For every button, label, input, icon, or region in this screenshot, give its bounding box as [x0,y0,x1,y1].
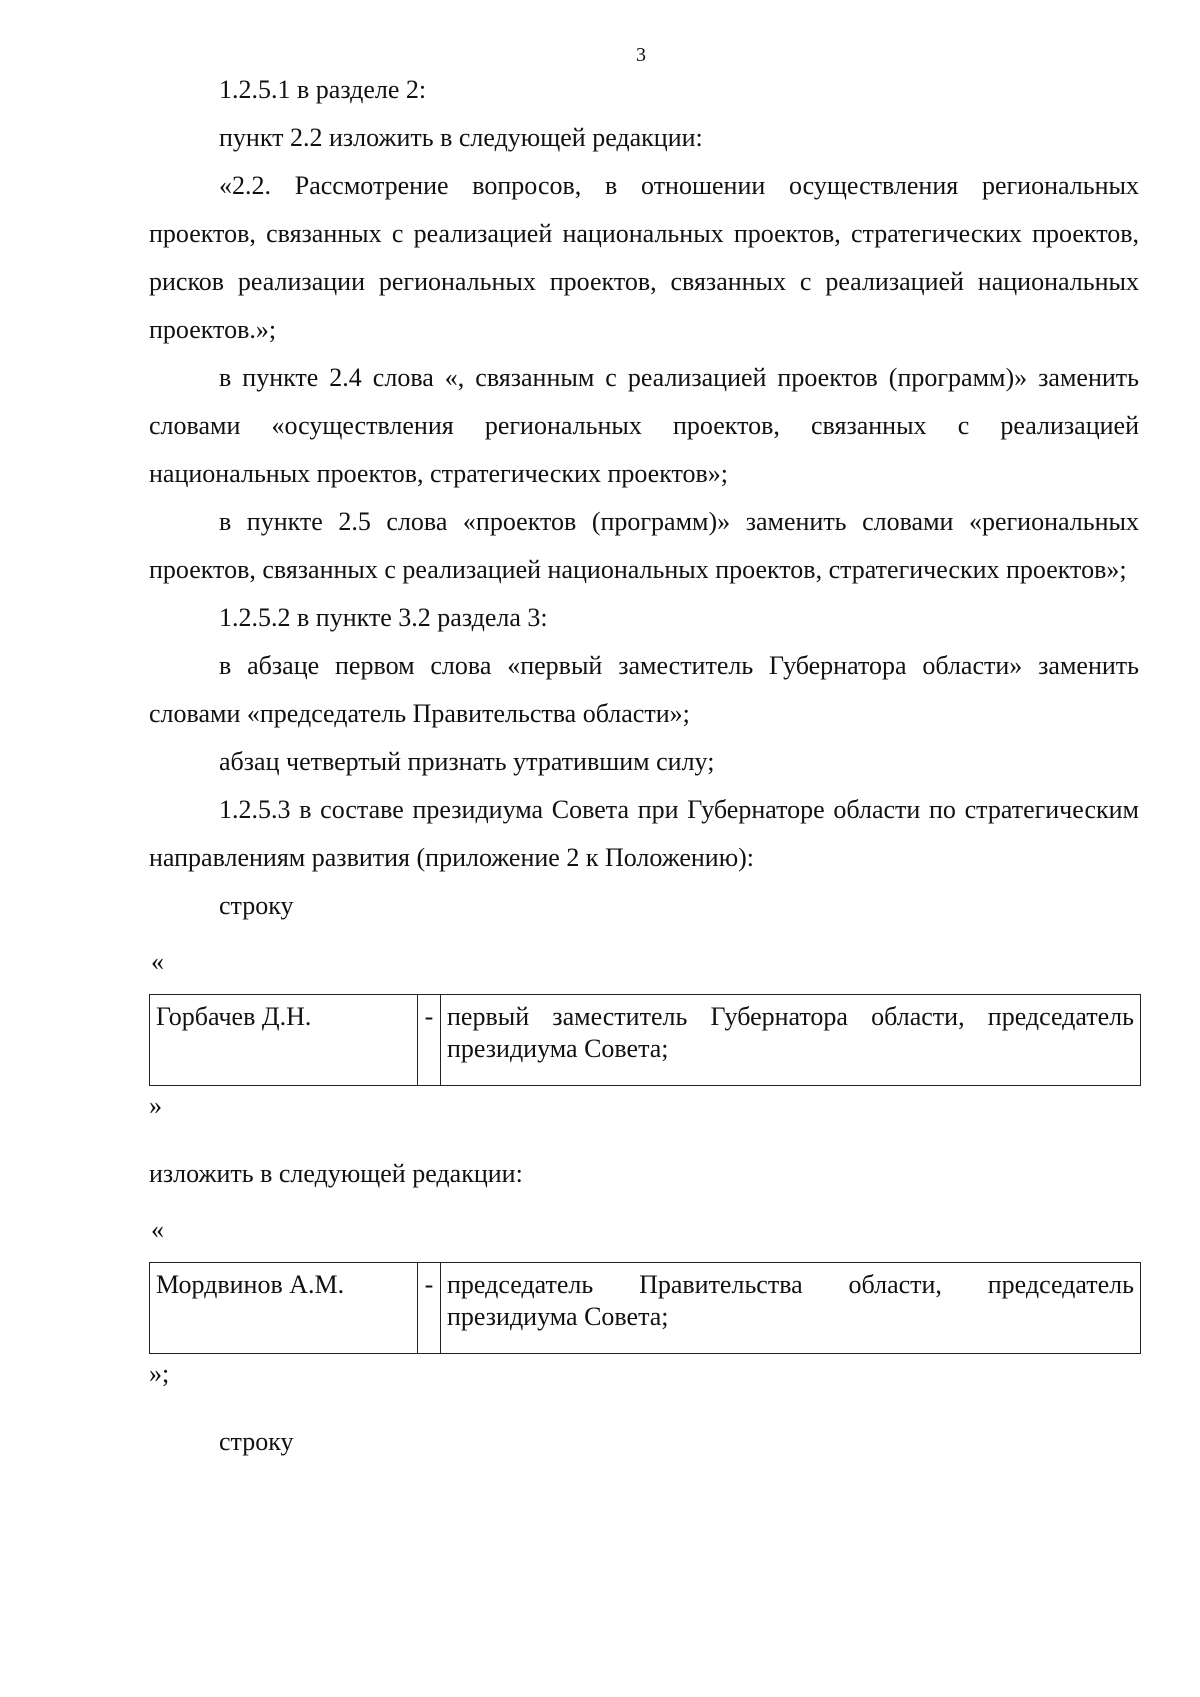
paragraph-abzac-first: в абзаце первом слова «первый заместитель Губернатора области» заменить словами «председатель Правительства области»; [149,651,1139,728]
dash-cell: - [418,995,441,1086]
paragraph-1-2-5-1: 1.2.5.1 в разделе 2: [219,75,427,104]
quote-close-2: »; [149,1359,170,1388]
member-role-cell: председатель Правительства области, председатель президиума Совета; [441,1263,1141,1354]
paragraph-1-2-5-2: 1.2.5.2 в пункте 3.2 раздела 3: [219,603,548,632]
member-name-cell: Мордвинов А.М. [150,1263,418,1354]
quote-close-1: » [149,1091,162,1120]
dash-cell: - [418,1263,441,1354]
document-body [149,66,1139,1466]
paragraph-stroku-1: строку [219,891,294,920]
paragraph-abzac-fourth: абзац четвертый признать утратившим силу; [219,747,715,776]
table-row [150,995,1141,1086]
table-row [150,1263,1141,1354]
paragraph-1-2-5-3: 1.2.5.3 в составе президиума Совета при Губернаторе области по стратегическим направлениям развития (приложение 2 к Положению): [149,795,1139,872]
quote-open-2: « [151,1215,164,1244]
member-name-cell: Горбачев Д.Н. [150,995,418,1086]
paragraph-quote-2-2: «2.2. Рассмотрение вопросов, в отношении осуществления региональных проектов, связанных с реализацией национальных проектов, стратегических проектов, рисков реализации региональных проектов, связанных с реализацией национальных проектов.»; [149,171,1139,344]
quote-open-1: « [151,947,164,976]
member-role-cell: первый заместитель Губернатора области, председатель президиума Совета; [441,995,1141,1086]
paragraph-stroku-2: строку [219,1427,294,1456]
paragraph-point-2-4: в пункте 2.4 слова «, связанным с реализацией проектов (программ)» заменить словами «осуществления региональных проектов, связанных с реализацией национальных проектов, стратегических проектов»; [149,363,1139,488]
paragraph-point-2-5: в пункте 2.5 слова «проектов (программ)» заменить словами «региональных проектов, связанных с реализацией национальных проектов, стратегических проектов»; [149,507,1139,584]
old-member-table [149,994,1141,1086]
new-member-table [149,1262,1141,1354]
page-number: 3 [636,44,646,66]
paragraph-point-2-2: пункт 2.2 изложить в следующей редакции: [219,123,703,152]
paragraph-new-edition: изложить в следующей редакции: [149,1159,523,1188]
